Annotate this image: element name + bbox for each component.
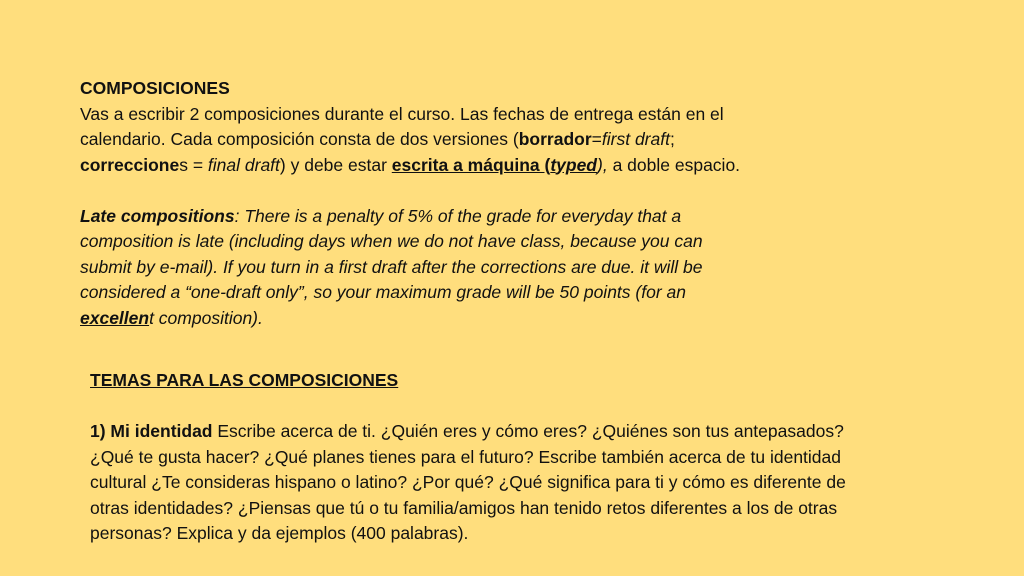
final-draft-term: final draft bbox=[207, 154, 280, 175]
spacer bbox=[80, 178, 820, 204]
late-text: t composition). bbox=[149, 307, 263, 328]
semicolon: ; bbox=[669, 129, 675, 149]
closing-paren: ), bbox=[597, 154, 608, 175]
topic-1-text: Escribe acerca de ti. ¿Quién eres y cómo eres? ¿Quiénes son tus antepasados? bbox=[212, 421, 844, 441]
typed-requirement-text: escrita a máquina ( bbox=[391, 154, 551, 175]
intro-line-2 bbox=[80, 127, 820, 153]
compositions-section bbox=[80, 76, 820, 331]
late-line-2: composition is late (including days when we do not have class, because you can bbox=[80, 231, 703, 251]
topic-1-line-2: ¿Qué te gusta hacer? ¿Qué planes tienes para el futuro? Escribe también acerca de tu identidad bbox=[90, 446, 842, 467]
intro-line-3 bbox=[80, 153, 820, 179]
late-text: : There is a penalty of 5% of the grade for everyday that a bbox=[234, 205, 682, 226]
intro-text: a doble espacio. bbox=[607, 154, 741, 175]
spacer bbox=[90, 394, 950, 420]
late-compositions-label: Late compositions bbox=[80, 205, 235, 226]
intro-text: ) y debe estar bbox=[279, 154, 392, 175]
late-line-3: submit by e-mail). If you turn in a first draft after the corrections are due. it will be bbox=[80, 256, 703, 277]
topics-heading: TEMAS PARA LAS COMPOSICIONES bbox=[90, 370, 399, 390]
topic-1-line-4: otras identidades? ¿Piensas que tú o tu familia/amigos han tenido retos diferentes a los de otras bbox=[90, 497, 838, 518]
intro-text: calendario. Cada composición consta de dos versiones ( bbox=[80, 129, 519, 149]
first-draft-term: first draft bbox=[601, 129, 670, 149]
topic-1-line-3: cultural ¿Te consideras hispano o latino? ¿Por qué? ¿Qué significa para ti y cómo es diferente de bbox=[90, 472, 846, 492]
late-line-4: considered a “one-draft only”, so your maximum grade will be 50 points (for an bbox=[80, 282, 686, 302]
intro-line-1: Vas a escribir 2 composiciones durante el curso. Las fechas de entrega están en el bbox=[80, 103, 724, 124]
typed-requirement bbox=[392, 155, 597, 175]
correcciones-term: correccione bbox=[80, 154, 180, 175]
topic-1-label: 1) Mi identidad bbox=[90, 421, 213, 441]
compositions-heading: COMPOSICIONES bbox=[80, 78, 230, 98]
typed-term: typed bbox=[550, 154, 598, 175]
topic-1-line-1 bbox=[90, 419, 950, 445]
topics-section bbox=[90, 368, 950, 547]
intro-text: s = bbox=[179, 154, 208, 175]
topic-1-line-5: personas? Explica y da ejemplos (400 palabras). bbox=[90, 523, 469, 543]
excellent-term: excellen bbox=[80, 307, 150, 328]
late-line-5 bbox=[80, 306, 820, 332]
late-line-1 bbox=[80, 204, 820, 230]
equals-sign: = bbox=[591, 129, 602, 149]
borrador-term: borrador bbox=[518, 129, 592, 149]
